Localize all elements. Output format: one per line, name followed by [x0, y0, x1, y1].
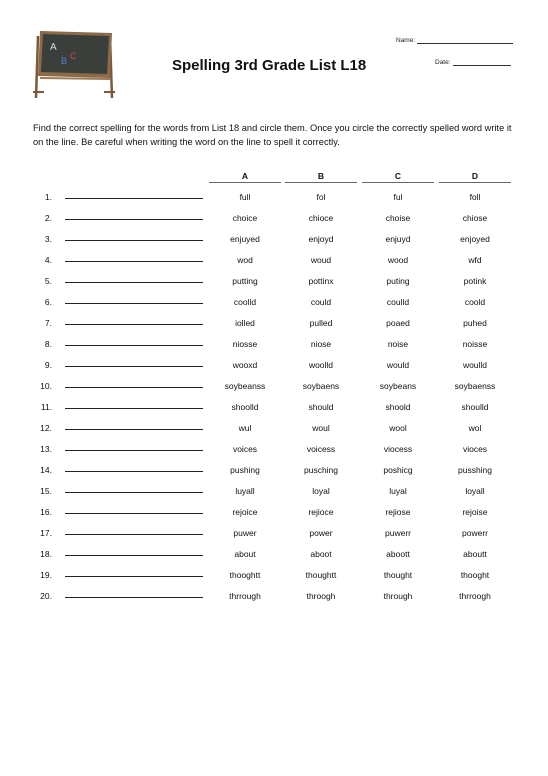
word-row	[0, 360, 548, 381]
word-option-d[interactable]: pusshing	[457, 465, 493, 475]
word-option-a[interactable]: soybeanss	[224, 381, 266, 391]
word-row	[0, 486, 548, 507]
word-row	[0, 255, 548, 276]
word-row	[0, 276, 548, 297]
word-option-b[interactable]: loyal	[312, 486, 330, 496]
row-number: 10.	[40, 381, 52, 391]
word-row	[0, 402, 548, 423]
column-rule	[285, 182, 357, 183]
word-option-b[interactable]: pusching	[303, 465, 339, 475]
word-option-d[interactable]: woulld	[462, 360, 488, 370]
date-line	[453, 59, 511, 66]
word-option-c[interactable]: would	[386, 360, 410, 370]
word-option-b[interactable]: could	[310, 297, 332, 307]
row-number: 2.	[44, 213, 52, 223]
word-option-d[interactable]: aboutt	[463, 549, 487, 559]
row-number: 14.	[40, 465, 52, 475]
word-option-b[interactable]: woolld	[308, 360, 334, 370]
word-option-c[interactable]: thought	[383, 570, 413, 580]
word-option-a[interactable]: coolld	[233, 297, 257, 307]
word-option-c[interactable]: shoold	[385, 402, 411, 412]
word-row	[0, 444, 548, 465]
answer-line[interactable]	[65, 387, 203, 388]
word-option-d[interactable]: loyall	[465, 486, 485, 496]
word-option-c[interactable]: aboott	[386, 549, 410, 559]
word-option-d[interactable]: shoulld	[461, 402, 489, 412]
word-option-c[interactable]: puting	[386, 276, 410, 286]
board-letter-b: B	[61, 56, 68, 66]
word-option-a[interactable]: wod	[237, 255, 253, 265]
word-option-b[interactable]: should	[308, 402, 334, 412]
page-title: Spelling 3rd Grade List L18	[172, 57, 367, 74]
word-option-a[interactable]: thooghtt	[229, 570, 261, 580]
answer-line[interactable]	[65, 219, 203, 220]
word-row	[0, 339, 548, 360]
answer-line[interactable]	[65, 345, 203, 346]
date-label: Date:	[435, 59, 451, 66]
column-rule	[209, 182, 281, 183]
column-header-a: A	[241, 171, 249, 181]
word-option-c[interactable]: viocess	[383, 444, 413, 454]
row-number: 4.	[44, 255, 52, 265]
word-option-c[interactable]: enjuyd	[385, 234, 411, 244]
answer-line[interactable]	[65, 429, 203, 430]
row-number: 9.	[44, 360, 52, 370]
word-option-d[interactable]: foll	[469, 192, 481, 202]
word-row	[0, 570, 548, 591]
word-row	[0, 528, 548, 549]
word-option-a[interactable]: voices	[232, 444, 258, 454]
answer-line[interactable]	[65, 576, 203, 577]
word-option-a[interactable]: choice	[232, 213, 258, 223]
word-option-b[interactable]: soybaens	[302, 381, 340, 391]
word-row	[0, 549, 548, 570]
answer-line[interactable]	[65, 366, 203, 367]
row-number: 16.	[40, 507, 52, 517]
answer-line[interactable]	[65, 450, 203, 451]
word-option-c[interactable]: wool	[389, 423, 407, 433]
word-option-b[interactable]: fol	[316, 192, 326, 202]
word-option-d[interactable]: wfd	[468, 255, 482, 265]
word-option-c[interactable]: soybeans	[379, 381, 417, 391]
row-number: 13.	[40, 444, 52, 454]
column-rule	[439, 182, 511, 183]
row-number: 6.	[44, 297, 52, 307]
word-option-d[interactable]: puhed	[463, 318, 487, 328]
answer-line[interactable]	[65, 471, 203, 472]
word-option-d[interactable]: potink	[463, 276, 487, 286]
word-option-a[interactable]: rejoice	[232, 507, 258, 517]
word-option-a[interactable]: shoolld	[231, 402, 259, 412]
answer-line[interactable]	[65, 198, 203, 199]
word-option-c[interactable]: rejiose	[385, 507, 411, 517]
name-field	[396, 37, 513, 44]
word-option-a[interactable]: thrrough	[229, 591, 261, 601]
word-option-b[interactable]: niose	[310, 339, 332, 349]
board-letter-c: C	[70, 51, 77, 61]
word-option-c[interactable]: luyal	[389, 486, 407, 496]
word-option-c[interactable]: wood	[387, 255, 409, 265]
word-option-d[interactable]: vioces	[462, 444, 488, 454]
row-number: 7.	[44, 318, 52, 328]
word-option-b[interactable]: chioce	[308, 213, 334, 223]
answer-line[interactable]	[65, 534, 203, 535]
word-row	[0, 297, 548, 318]
answer-line[interactable]	[65, 261, 203, 262]
word-option-b[interactable]: woud	[310, 255, 332, 265]
row-number: 15.	[40, 486, 52, 496]
word-option-c[interactable]: coulld	[386, 297, 410, 307]
word-option-a[interactable]: niosse	[232, 339, 258, 349]
answer-line[interactable]	[65, 408, 203, 409]
answer-line[interactable]	[65, 303, 203, 304]
date-field	[435, 59, 511, 66]
instructions-text: Find the correct spelling for the words from List 18 and circle them. Once you circle the correctly spelled word write it on the line. Be careful when writing the word on the line to spell it correctly.	[33, 123, 512, 147]
word-row	[0, 318, 548, 339]
word-option-c[interactable]: ful	[393, 192, 403, 202]
word-option-d[interactable]: noisse	[462, 339, 488, 349]
word-row	[0, 213, 548, 234]
word-option-c[interactable]: poaed	[386, 318, 410, 328]
word-row	[0, 423, 548, 444]
row-number: 11.	[40, 402, 52, 412]
word-option-d[interactable]: coold	[464, 297, 486, 307]
word-option-c[interactable]: puwerr	[385, 528, 411, 538]
word-row	[0, 381, 548, 402]
word-option-a[interactable]: puwer	[233, 528, 257, 538]
name-label: Name:	[396, 37, 416, 44]
word-option-b[interactable]: power	[309, 528, 333, 538]
word-option-a[interactable]: about	[234, 549, 256, 559]
answer-line[interactable]	[65, 240, 203, 241]
row-number: 19.	[40, 570, 52, 580]
word-row	[0, 465, 548, 486]
answer-line[interactable]	[65, 597, 203, 598]
chalkboard-icon	[32, 28, 116, 100]
word-option-d[interactable]: thooght	[460, 570, 490, 580]
word-option-a[interactable]: pushing	[230, 465, 260, 475]
row-number: 3.	[44, 234, 52, 244]
word-option-d[interactable]: thrroogh	[459, 591, 491, 601]
row-number: 18.	[40, 549, 52, 559]
word-option-a[interactable]: wul	[238, 423, 252, 433]
row-number: 1.	[44, 192, 52, 202]
word-option-a[interactable]: wooxd	[232, 360, 258, 370]
word-option-d[interactable]: powerr	[462, 528, 488, 538]
word-option-d[interactable]: wol	[468, 423, 482, 433]
column-header-b: B	[317, 171, 325, 181]
column-header-c: C	[394, 171, 402, 181]
answer-line[interactable]	[65, 555, 203, 556]
word-option-a[interactable]: full	[239, 192, 251, 202]
answer-line[interactable]	[65, 492, 203, 493]
answer-line[interactable]	[65, 282, 203, 283]
word-option-d[interactable]: chiose	[462, 213, 488, 223]
row-number: 8.	[44, 339, 52, 349]
answer-line[interactable]	[65, 513, 203, 514]
word-option-b[interactable]: pottinx	[308, 276, 334, 286]
answer-line[interactable]	[65, 324, 203, 325]
word-option-c[interactable]: poshicg	[383, 465, 413, 475]
word-option-d[interactable]: enjoyed	[460, 234, 490, 244]
board-letter-a: A	[50, 42, 57, 53]
word-option-d[interactable]: soybaenss	[454, 381, 496, 391]
row-number: 12.	[40, 423, 52, 433]
word-option-a[interactable]: iolled	[235, 318, 255, 328]
word-row	[0, 192, 548, 213]
word-row	[0, 591, 548, 612]
word-row	[0, 507, 548, 528]
word-row	[0, 234, 548, 255]
word-option-b[interactable]: woul	[312, 423, 330, 433]
word-option-b[interactable]: enjoyd	[308, 234, 334, 244]
row-number: 5.	[44, 276, 52, 286]
word-option-a[interactable]: luyall	[235, 486, 255, 496]
column-header-d: D	[471, 171, 479, 181]
word-option-b[interactable]: pulled	[309, 318, 333, 328]
word-option-b[interactable]: aboot	[310, 549, 332, 559]
row-number: 20.	[40, 591, 52, 601]
name-line	[417, 37, 513, 44]
word-option-d[interactable]: rejoise	[462, 507, 488, 517]
word-option-a[interactable]: enjuyed	[230, 234, 260, 244]
word-option-b[interactable]: thoughtt	[305, 570, 337, 580]
word-option-c[interactable]: through	[383, 591, 413, 601]
word-option-b[interactable]: rejioce	[308, 507, 334, 517]
word-option-c[interactable]: choise	[385, 213, 411, 223]
row-number: 17.	[40, 528, 52, 538]
word-option-b[interactable]: voicess	[306, 444, 336, 454]
word-option-b[interactable]: throogh	[306, 591, 336, 601]
column-rule	[362, 182, 434, 183]
word-option-c[interactable]: noise	[387, 339, 409, 349]
word-option-a[interactable]: putting	[232, 276, 258, 286]
